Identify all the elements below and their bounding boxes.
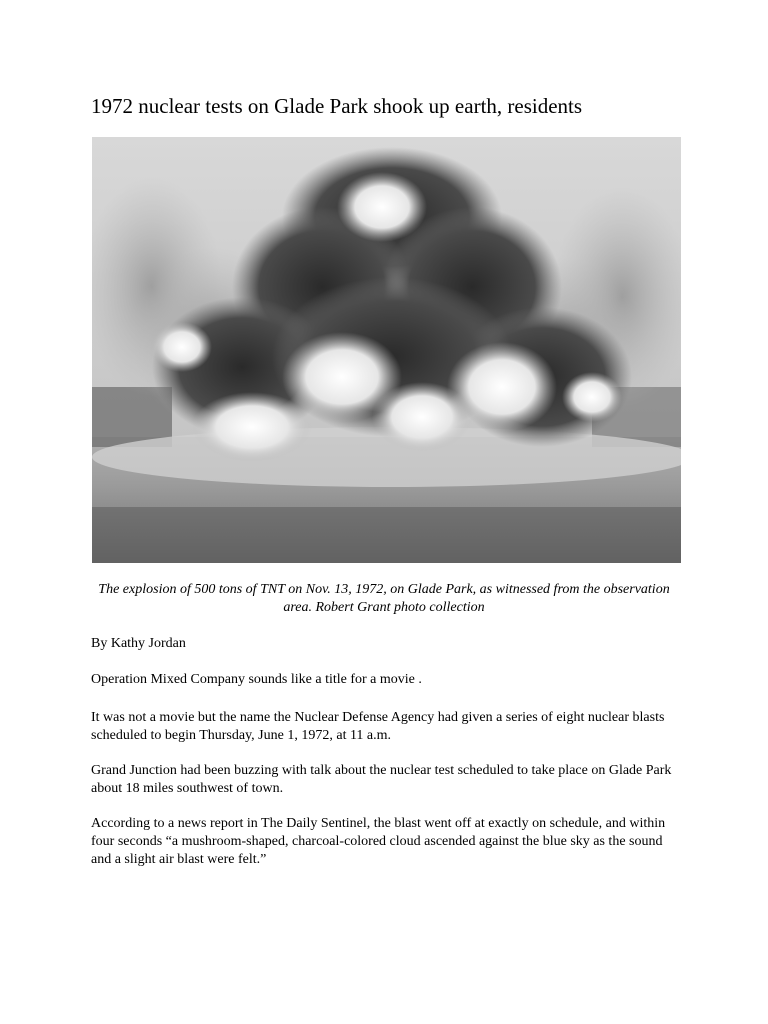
article-title: 1972 nuclear tests on Glade Park shook up earth, residents (91, 94, 583, 118)
explosion-photo (92, 137, 681, 563)
paragraph-4: According to a news report in The Daily Sentinel, the blast went off at exactly on schedule, and within four seconds “a mushroom-shaped, charcoal-colored cloud ascended against the blue sky as the sound and a slight air blast were felt.” (91, 816, 666, 867)
byline: By Kathy Jordan (91, 636, 186, 651)
paragraph-2: It was not a movie but the name the Nuclear Defense Agency had given a series of eight nuclear blasts scheduled to begin Thursday, June 1, 1972, at 11 a.m. (91, 710, 665, 743)
photo-caption: The explosion of 500 tons of TNT on Nov. 13, 1972, on Glade Park, as witnessed from the observation area. Robert Grant photo collection (98, 582, 670, 615)
paragraph-1: Operation Mixed Company sounds like a title for a movie . (91, 672, 422, 687)
paragraph-3: Grand Junction had been buzzing with talk about the nuclear test scheduled to take place on Glade Park about 18 miles southwest of town. (91, 763, 672, 796)
explosion-photo-drawing (92, 137, 681, 563)
